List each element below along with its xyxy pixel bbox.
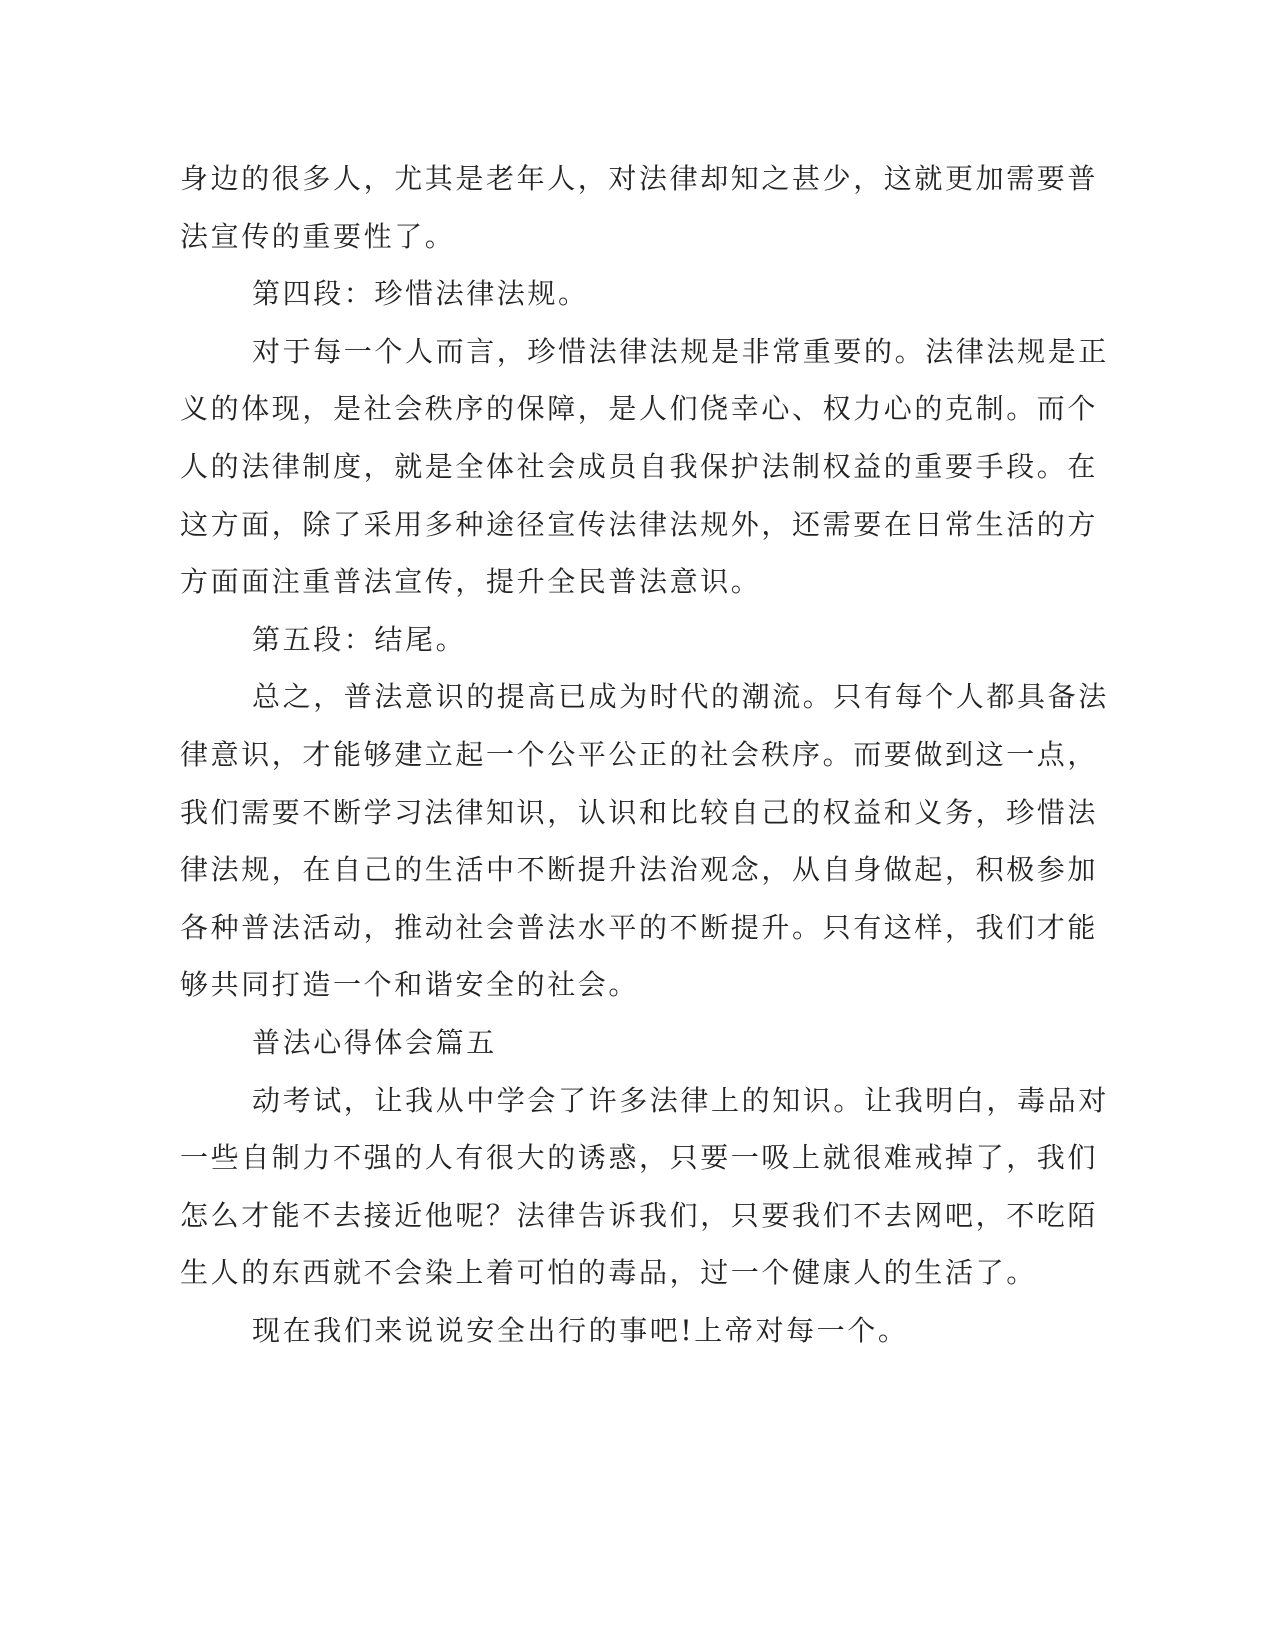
section-heading: 第五段：结尾。 — [252, 622, 467, 656]
text-line: 总之，普法意识的提高已成为时代的潮流。只有每个人都具备法 — [252, 680, 1109, 714]
text-line: 现在我们来说说安全出行的事吧!上帝对每一个。 — [252, 1313, 909, 1347]
text-line: 法宣传的重要性了。 — [180, 219, 456, 253]
text-line: 动考试，让我从中学会了许多法律上的知识。让我明白，毒品对 — [252, 1083, 1109, 1117]
text-line: 够共同打造一个和谐安全的社会。 — [180, 968, 640, 1002]
text-line: 人的法律制度，就是全体社会成员自我保护法制权益的重要手段。在 — [180, 449, 1099, 483]
article-title: 普法心得体会篇五 — [252, 1025, 497, 1059]
text-line: 怎么才能不去接近他呢？法律告诉我们，只要我们不去网吧，不吃陌 — [180, 1198, 1099, 1232]
text-line: 生人的东西就不会染上着可怕的毒品，过一个健康人的生活了。 — [180, 1256, 1037, 1290]
text-line: 我们需要不断学习法律知识，认识和比较自己的权益和义务，珍惜法 — [180, 795, 1099, 829]
text-line: 一些自制力不强的人有很大的诱惑，只要一吸上就很难戒掉了，我们 — [180, 1141, 1099, 1175]
text-line: 律法规，在自己的生活中不断提升法治观念，从自身做起，积极参加 — [180, 853, 1099, 887]
text-line: 身边的很多人，尤其是老年人，对法律却知之甚少，这就更加需要普 — [180, 162, 1099, 195]
document-body — [180, 150, 1109, 1359]
text-line: 方面面注重普法宣传，提升全民普法意识。 — [180, 565, 762, 599]
text-line: 这方面，除了采用多种途径宣传法律法规外，还需要在日常生活的方 — [180, 507, 1099, 541]
text-line: 义的体现，是社会秩序的保障，是人们侥幸心、权力心的克制。而个 — [180, 392, 1099, 426]
text-line: 各种普法活动，推动社会普法水平的不断提升。只有这样，我们才能 — [180, 910, 1099, 944]
text-line: 对于每一个人而言，珍惜法律法规是非常重要的。法律法规是正 — [252, 334, 1109, 368]
text-line: 律意识，才能够建立起一个公平公正的社会秩序。而要做到这一点， — [180, 737, 1099, 771]
section-heading: 第四段：珍惜法律法规。 — [252, 277, 589, 311]
